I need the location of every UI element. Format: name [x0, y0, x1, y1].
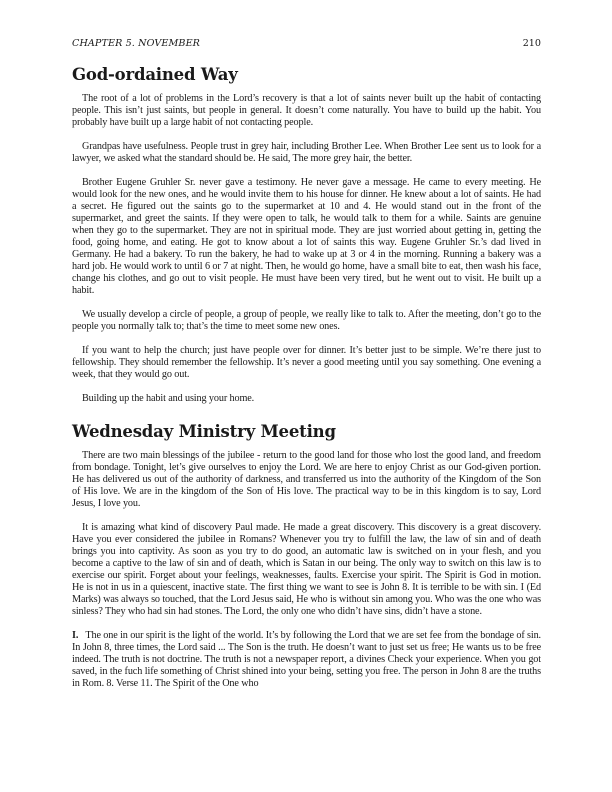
paragraph: There are two main blessings of the jubilee - return to the good land for those who lost the good land, and freedom from bondage. Tonight, let’s give ourselves to enjoy the Lord. We are here to enjoy Christ as our God-given portion. He has delivered us out of the authority of darkness, and transferred us into the authority of the Kingdom of the Son of His love. We are in the kingdom of the Son of His love. The practical way to be in this kingdom is to say, Lord Jesus, I love you. — [72, 450, 541, 509]
paragraph: The root of a lot of problems in the Lord’s recovery is that a lot of saints never built up the habit of contacting people. This isn’t just saints, but people in general. It doesn’t come naturally. You have to build up the habit. You probably have built up a large habit of not contacting people. — [72, 93, 541, 128]
section-heading: God-ordained Way — [72, 65, 238, 84]
paragraph: Building up the habit and using your home. — [82, 393, 255, 404]
enumerated-paragraph — [72, 630, 541, 690]
running-header — [72, 38, 541, 52]
paragraph: It is amazing what kind of discovery Paul made. He made a great discovery. This discovery is a great discovery. Have you ever considered the jubilee in Romans? Whenever you try to fulfill the law, the law of sin and of death brings you into captivity. As soon as you try to do good, an automatic law is switched on in your flesh, and you become a captive to the law of sin and of death, which is Satan in our being. The only way to switch on this law is to exercise our spirit. Forget about your feelings, weaknesses, faults. Exercise your spirit. The Spirit is God in motion. He is not in us in a quiescent, inactive state. The first thing we want to see is John 8. It is terrible to be with sin. I (Ed Marks) was always so touched, that the Lord Jesus said, He who is without sin among you. Who was the one who was sinless? They who had sin had stones. The Lord, the only one who didn’t have sins, didn’t have a stone. — [72, 522, 541, 617]
chapter-title: CHAPTER 5. NOVEMBER — [72, 38, 200, 49]
paragraph: Grandpas have usefulness. People trust in grey hair, including Brother Lee. When Brother Lee sent us to look for a lawyer, we asked what the standard should be. He said, The more grey hair, the better. — [72, 141, 541, 164]
document-page — [72, 38, 541, 702]
enumerated-text: The one in our spirit is the light of the world. It’s by following the Lord that we are set fee from the bondage of sin. In John 8, three times, the Lord said ... The Son is the truth. He doesn’t want to just set us free; He wants us to be free indeed. The truth is not doctrine. The truth is not a newspaper report, a divines Check your experience. When you got saved, in the fuch life something of Christ shined into your being, setting you free. The person in John 8 are the truths in Rom. 8. Verse 11. The Spirit of the One who — [72, 630, 541, 689]
page-number: 210 — [522, 38, 541, 49]
enumeration-marker: I. — [72, 630, 79, 641]
section-heading: Wednesday Ministry Meeting — [72, 422, 336, 441]
paragraph: We usually develop a circle of people, a group of people, we really like to talk to. After the meeting, don’t go to the people you normally talk to; that’s the time to meet some new ones. — [72, 309, 541, 332]
paragraph: If you want to help the church; just have people over for dinner. It’s better just to be simple. We’re there just to fellowship. They should remember the fellowship. It’s never a good meeting until you say something. One evening a week, that they would go out. — [72, 345, 541, 380]
paragraph: Brother Eugene Gruhler Sr. never gave a testimony. He never gave a message. He came to every meeting. He would look for the new ones, and he would invite them to his house for dinner. He knew about a lot of saints. He had a secret. He figured out the saints go to the supermarket at 10 and 4. He would stand out in the front of the supermarket, and greet the saints. If they were open to talk, he would talk to them for a while. Saints are genuine when they go to the supermarket. They are not in spiritual mode. They are just worried about getting in, getting the food, going home, and eating. He got to know about a lot of saints this way. Eugene Gruhler Sr.’s dad lived in Germany. He had a bakery. To run the bakery, he had to wake up at 3 or 4 in the morning. Running a bakery was a hard job. He would work to until 6 or 7 at night. Then, he would go home, have a small bite to eat, then wash his face, change his clothes, and go out to visit people. He must have been very tired, but he went out to visit. He built up a habit. — [72, 177, 541, 296]
